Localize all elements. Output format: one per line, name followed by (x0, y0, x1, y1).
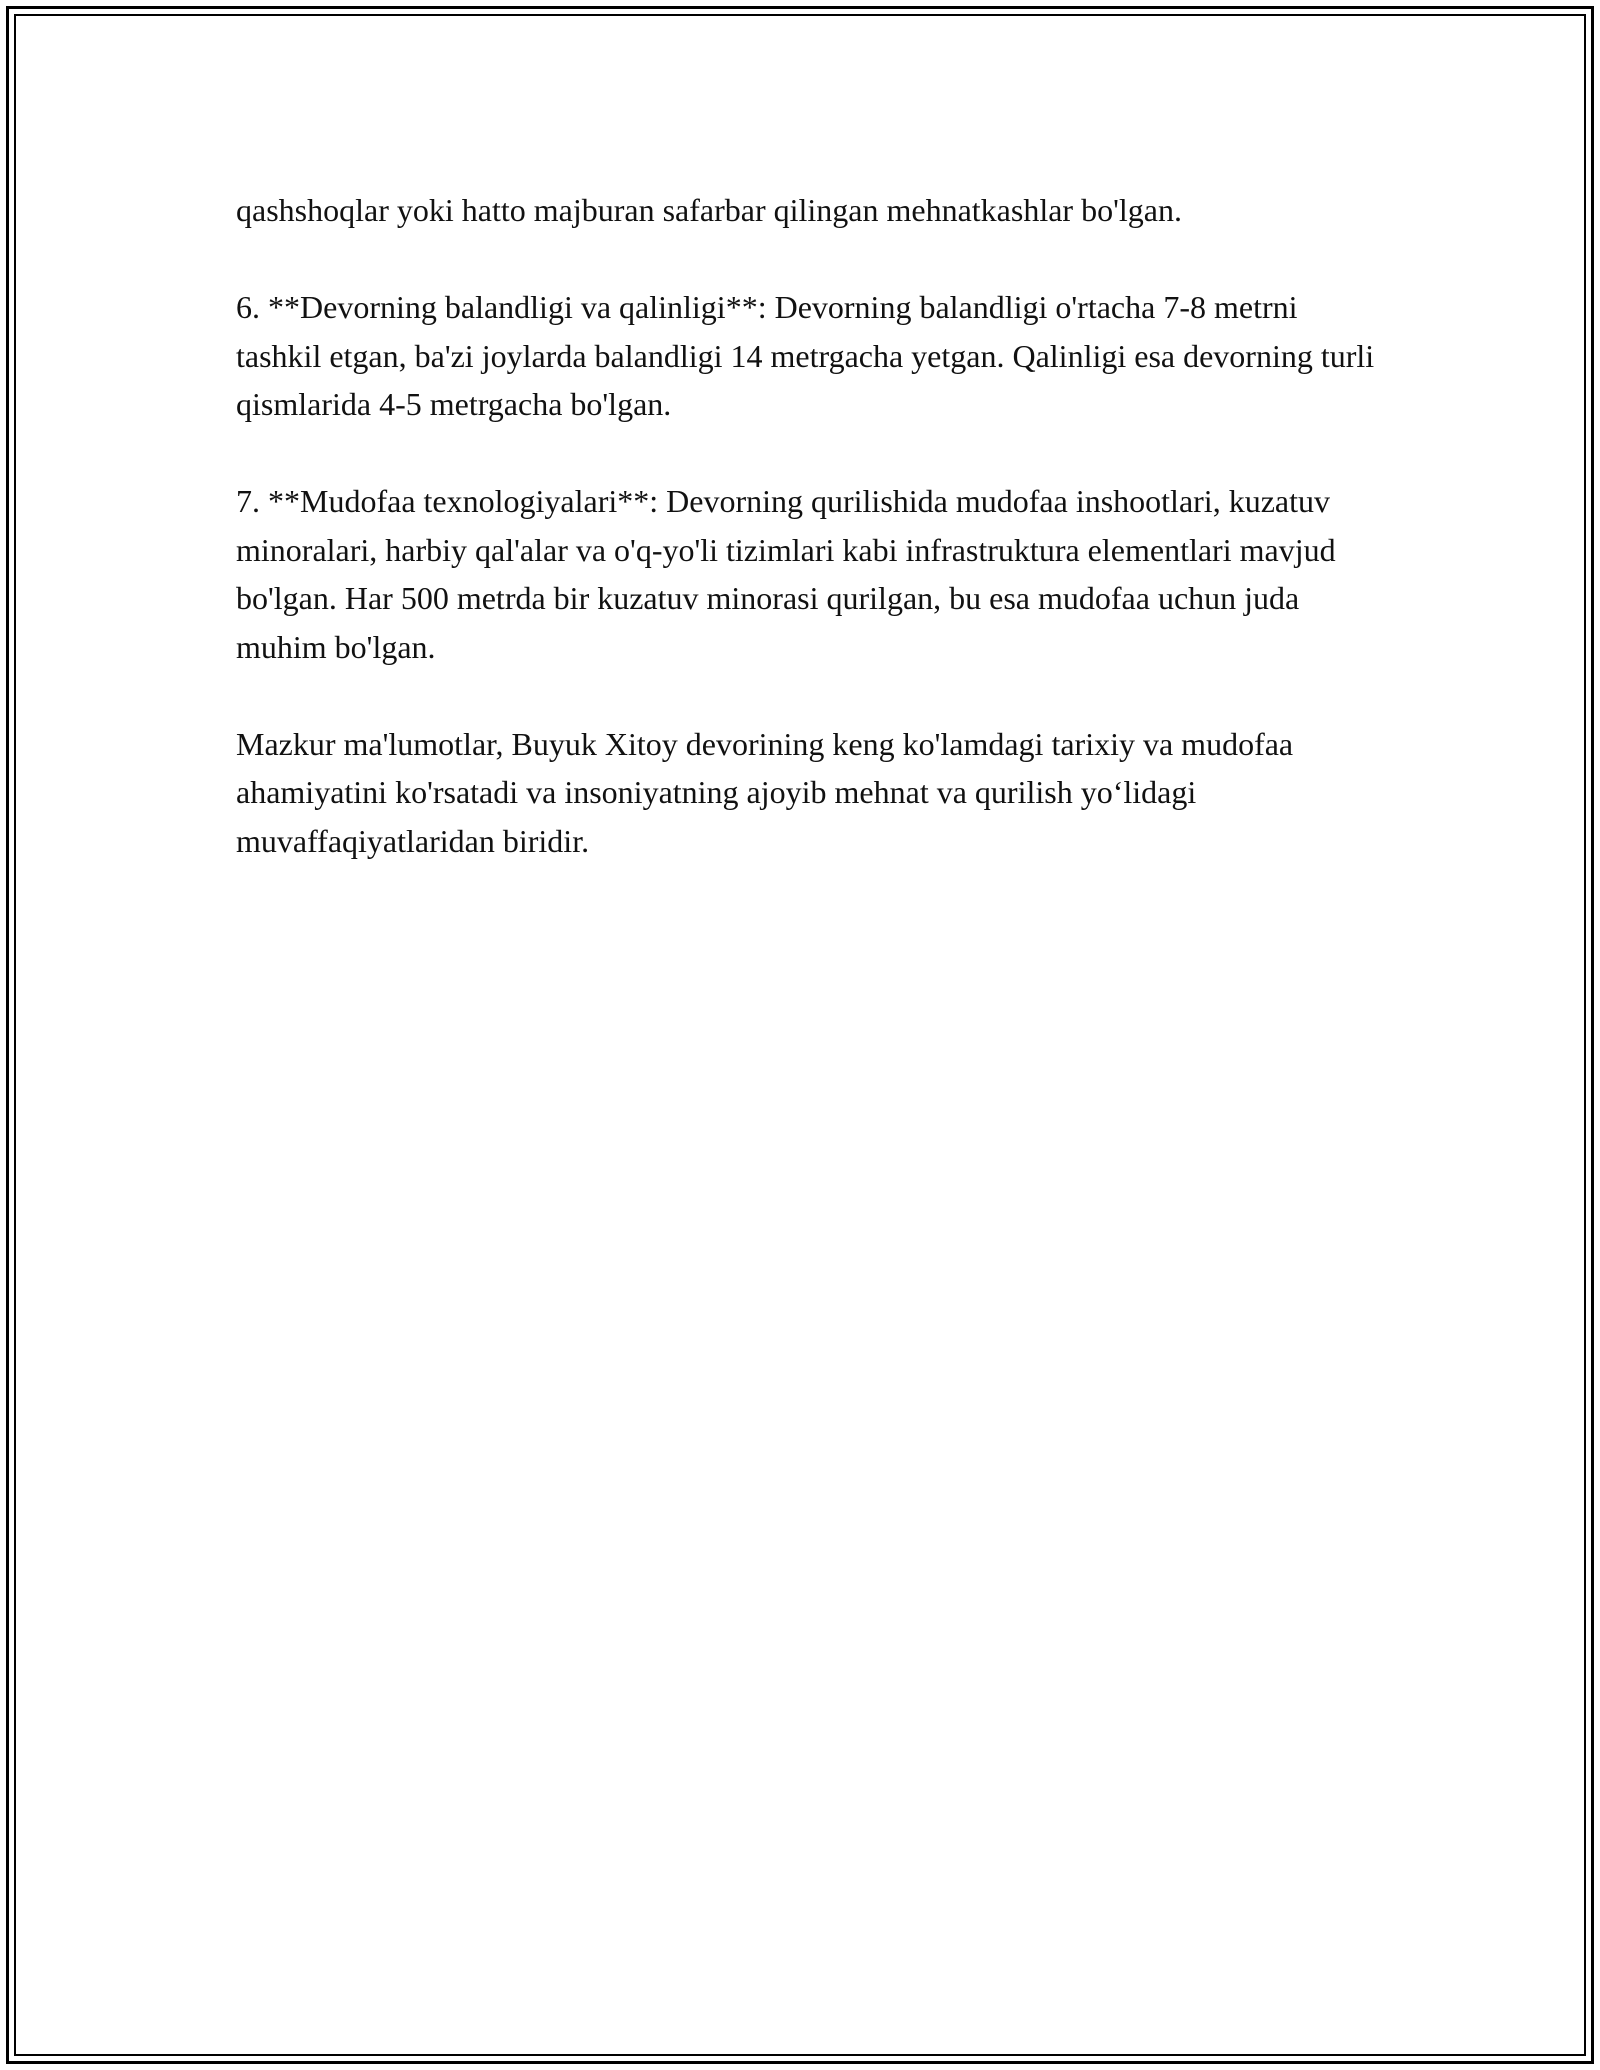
document-body (236, 186, 1386, 914)
paragraph-continuation: qashshoqlar yoki hatto majburan safarbar qilingan mehnatkashlar bo'lgan. (236, 192, 1182, 228)
paragraph-wall-height: 6. **Devorning balandligi va qalinligi**: Devorning balandligi o'rtacha 7-8 metrni tashkil etgan, ba'zi joylarda balandligi 14 metrgacha yetgan. Qalinligi esa devorning turli qismlarida 4-5 metrgacha bo'lgan. (236, 289, 1375, 422)
paragraph-conclusion: Mazkur ma'lumotlar, Buyuk Xitoy devorining keng ko'lamdagi tarixiy va mudofaa ahamiyatini ko'rsatadi va insoniyatning ajoyib mehnat va qurilish yo‘lidagi muvaffaqiyatlaridan biridir. (236, 725, 1294, 859)
paragraph-defense-technology: 7. **Mudofaa texnologiyalari**: Devorning qurilishida mudofaa inshootlari, kuzatuv minoralari, harbiy qal'alar va o'q-yo'li tizimlari kabi infrastruktura elementlari mavjud bo'lgan. Har 500 metrda bir kuzatuv minorasi qurilgan, bu esa mudofaa uchun juda muhim bo'lgan. (236, 483, 1336, 665)
